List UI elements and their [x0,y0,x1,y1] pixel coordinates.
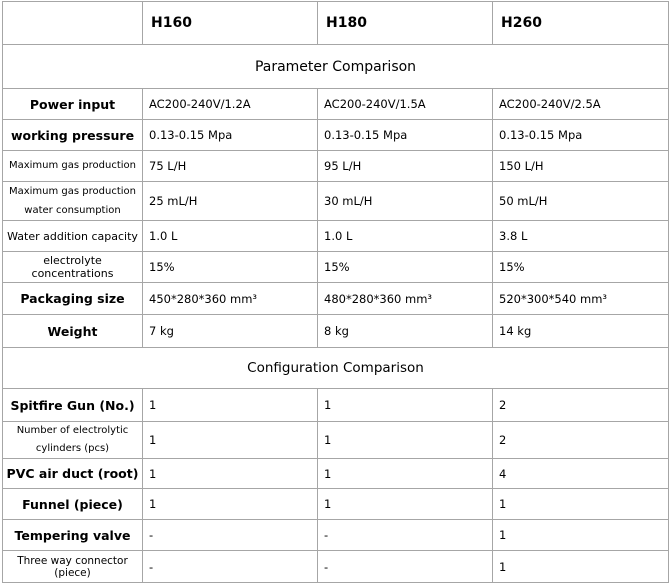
table-row [3,315,669,348]
cell-value: 4 [493,459,669,489]
cell-value: 50 mL/H [493,182,669,221]
cell-value: 1.0 L [143,221,318,252]
table-row [3,252,669,283]
cell-value: 1 [318,459,493,489]
cell-value: 1.0 L [318,221,493,252]
cell-value: 1 [143,459,318,489]
table-row [3,182,669,221]
cell-value: 0.13-0.15 Mpa [493,120,669,151]
cell-value: 1 [143,389,318,422]
cell-value: 95 L/H [318,151,493,182]
cell-value: 3.8 L [493,221,669,252]
header-row [3,2,669,45]
section-title-parameter: Parameter Comparison [3,45,669,89]
cell-value: 15% [318,252,493,283]
row-label: PVC air duct (root) [3,459,143,489]
cell-value: 1 [493,551,669,583]
cell-value: 150 L/H [493,151,669,182]
row-label: electrolyte concentrations [3,252,143,283]
column-header-h160: H160 [143,2,318,45]
header-empty-cell [3,2,143,45]
cell-value: 15% [143,252,318,283]
column-header-h260: H260 [493,2,669,45]
cell-value: 15% [493,252,669,283]
section-title-configuration: Configuration Comparison [3,348,669,389]
section-row-parameter [3,45,669,89]
cell-value: AC200-240V/1.5A [318,89,493,120]
row-label: Water addition capacity [3,221,143,252]
cell-value: 1 [493,520,669,551]
table-row [3,489,669,520]
cell-value: 520*300*540 mm³ [493,283,669,315]
section-row-configuration [3,348,669,389]
row-label: Spitfire Gun (No.) [3,389,143,422]
cell-value: 480*280*360 mm³ [318,283,493,315]
cell-value: AC200-240V/2.5A [493,89,669,120]
cell-value: 7 kg [143,315,318,348]
table-row [3,89,669,120]
cell-value: 25 mL/H [143,182,318,221]
table-row [3,221,669,252]
table-row [3,459,669,489]
cell-value: 1 [493,489,669,520]
row-label: working pressure [3,120,143,151]
cell-value: 14 kg [493,315,669,348]
table-row [3,551,669,583]
row-label: Tempering valve [3,520,143,551]
cell-value: - [318,551,493,583]
row-label: Number of electrolytic cylinders (pcs) [3,422,143,459]
table-row [3,422,669,459]
table-row [3,120,669,151]
cell-value: 1 [318,389,493,422]
cell-value: - [143,551,318,583]
row-label: Weight [3,315,143,348]
cell-value: 75 L/H [143,151,318,182]
row-label: Maximum gas production water consumption [3,182,143,221]
cell-value: 1 [143,422,318,459]
comparison-table [2,1,669,583]
cell-value: 30 mL/H [318,182,493,221]
table-row [3,283,669,315]
table-row [3,520,669,551]
cell-value: 0.13-0.15 Mpa [318,120,493,151]
cell-value: 450*280*360 mm³ [143,283,318,315]
row-label: Power input [3,89,143,120]
cell-value: AC200-240V/1.2A [143,89,318,120]
cell-value: 1 [143,489,318,520]
table-row [3,151,669,182]
row-label: Maximum gas production [3,151,143,182]
cell-value: 2 [493,422,669,459]
column-header-h180: H180 [318,2,493,45]
cell-value: - [318,520,493,551]
row-label: Three way connector (piece) [3,551,143,583]
table-row [3,389,669,422]
cell-value: 0.13-0.15 Mpa [143,120,318,151]
cell-value: - [143,520,318,551]
row-label: Funnel (piece) [3,489,143,520]
cell-value: 1 [318,422,493,459]
row-label: Packaging size [3,283,143,315]
cell-value: 1 [318,489,493,520]
cell-value: 8 kg [318,315,493,348]
cell-value: 2 [493,389,669,422]
